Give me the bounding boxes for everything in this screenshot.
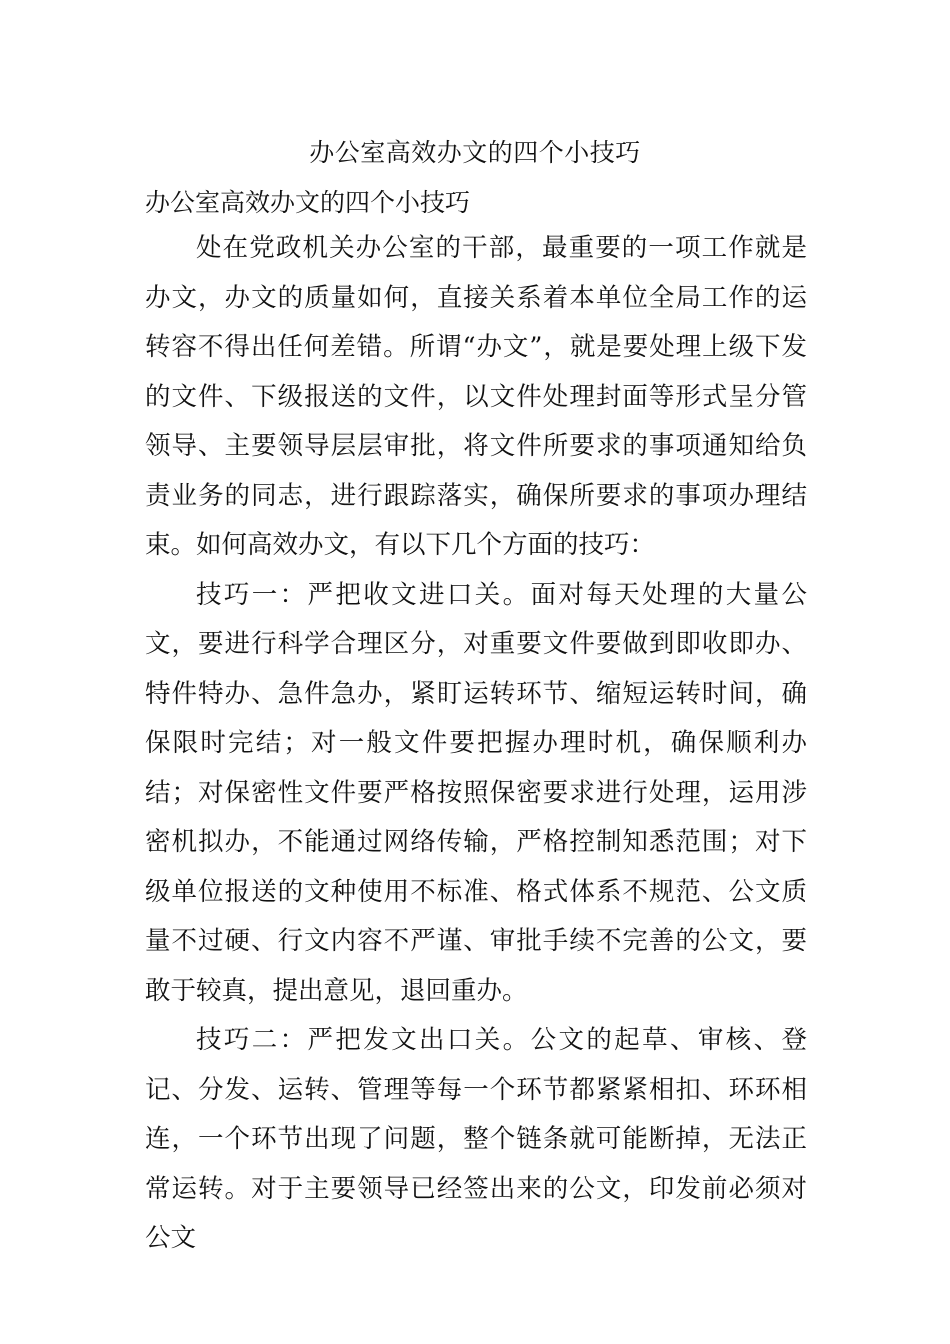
paragraph-tip-2: 技巧二：严把发文出口关。公文的起草、审核、登记、分发、运转、管理等每一个环节都紧紧相扣、环环相连，一个环节出现了问题，整个链条就可能断掉，无法正常运转。对于主要领导已经签出来的公文，印发前必须对公文: [145, 1025, 807, 1253]
document-subtitle: 办公室高效办文的四个小技巧: [145, 188, 471, 217]
document-title: 办公室高效办文的四个小技巧: [309, 138, 641, 167]
paragraph-tip-1: 技巧一：严把收文进口关。面对每天处理的大量公文，要进行科学合理区分，对重要文件要做到即收即办、特件特办、急件急办，紧盯运转环节、缩短运转时间，确保限时完结；对一般文件要把握办理时机，确保顺利办结；对保密性文件要严格按照保密要求进行处理，运用涉密机拟办，不能通过网络传输，严格控制知悉范围；对下级单位报送的文种使用不标准、格式体系不规范、公文质量不过硬、行文内容不严谨、审批手续不完善的公文，要敢于较真，提出意见，退回重办。: [145, 579, 807, 1006]
paragraph-intro: 处在党政机关办公室的干部，最重要的一项工作就是办文，办文的质量如何，直接关系着本单位全局工作的运转容不得出任何差错。所谓“办文”，就是要处理上级下发的文件、下级报送的文件，以文件处理封面等形式呈分管领导、主要领导层层审批，将文件所要求的事项通知给负责业务的同志，进行跟踪落实，确保所要求的事项办理结束。如何高效办文，有以下几个方面的技巧：: [145, 233, 807, 560]
document-body: [145, 224, 807, 1264]
